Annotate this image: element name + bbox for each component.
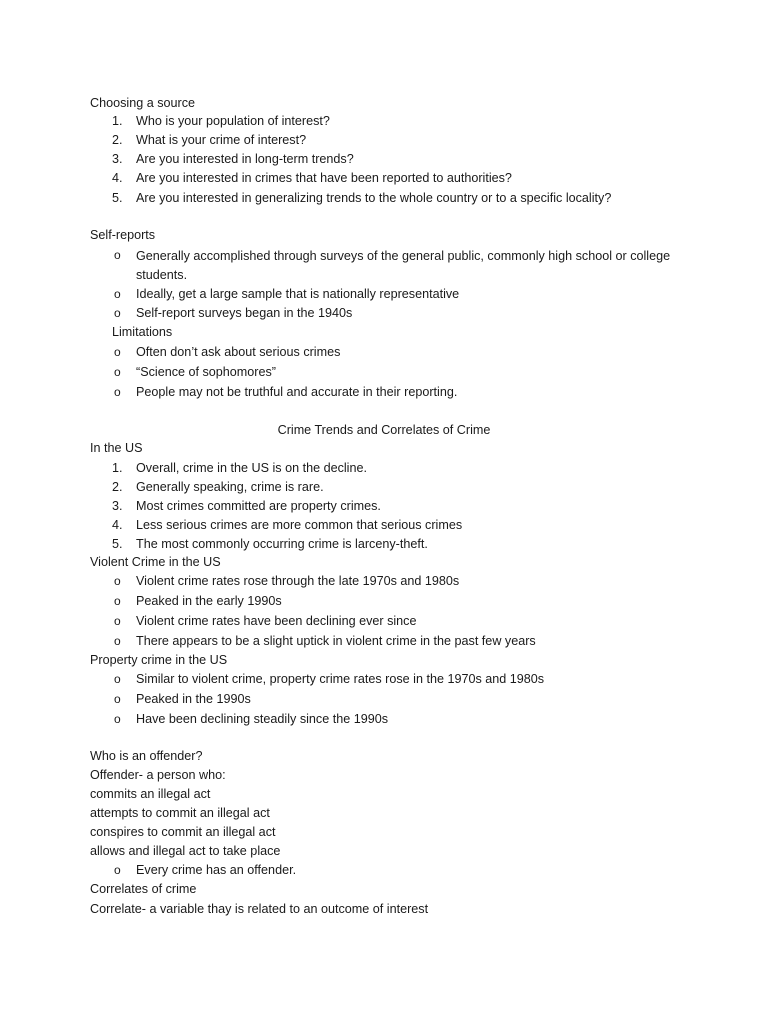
list-number: 3. <box>112 499 123 513</box>
bullet-marker: o <box>114 287 121 301</box>
list-item: Are you interested in crimes that have been reported to authorities? <box>136 171 512 185</box>
text-line: commits an illegal act <box>90 787 211 801</box>
list-number: 3. <box>112 152 123 166</box>
list-item: The most commonly occurring crime is larceny-theft. <box>136 537 428 551</box>
bullet-marker: o <box>114 574 121 588</box>
bullet-marker: o <box>114 365 121 379</box>
bullet-item: Violent crime rates rose through the late 1970s and 1980s <box>136 574 460 588</box>
definition-line: Correlate- a variable thay is related to an outcome of interest <box>90 902 429 916</box>
bullet-marker: o <box>114 692 121 706</box>
bullet-item: Have been declining steadily since the 1990s <box>136 712 389 726</box>
list-number: 2. <box>112 133 123 147</box>
bullet-item: Violent crime rates have been declining ever since <box>136 614 417 628</box>
bullet-item: Generally accomplished through surveys of the general public, commonly high school or college students. <box>136 249 671 282</box>
section-title-violent-crime: Violent Crime in the US <box>90 555 221 569</box>
bullet-item: Peaked in the early 1990s <box>136 594 282 608</box>
list-item: Who is your population of interest? <box>136 114 330 128</box>
bullet-item: Peaked in the 1990s <box>136 692 251 706</box>
bullet-marker: o <box>114 594 121 608</box>
centered-heading: Crime Trends and Correlates of Crime <box>277 423 491 437</box>
list-number: 4. <box>112 171 123 185</box>
list-item: Most crimes committed are property crimes. <box>136 499 381 513</box>
section-title-offender: Who is an offender? <box>90 749 203 763</box>
text-line: attempts to commit an illegal act <box>90 806 270 820</box>
list-number: 5. <box>112 191 123 205</box>
section-title-choosing-source: Choosing a source <box>90 96 196 110</box>
bullet-marker: o <box>114 634 121 648</box>
list-number: 1. <box>112 461 123 475</box>
bullet-marker: o <box>114 345 121 359</box>
bullet-marker: o <box>114 672 121 686</box>
bullet-item: There appears to be a slight uptick in violent crime in the past few years <box>136 634 536 648</box>
bullet-item: Ideally, get a large sample that is nationally representative <box>136 287 460 301</box>
section-title-self-reports: Self-reports <box>90 228 156 242</box>
subheading-limitations: Limitations <box>112 325 173 339</box>
text-line: conspires to commit an illegal act <box>90 825 276 839</box>
section-title-property-crime: Property crime in the US <box>90 653 228 667</box>
list-item: Are you interested in generalizing trends to the whole country or to a specific locality? <box>136 191 612 205</box>
list-item: Generally speaking, crime is rare. <box>136 480 324 494</box>
list-item: What is your crime of interest? <box>136 133 307 147</box>
bullet-item: Often don’t ask about serious crimes <box>136 345 341 359</box>
bullet-marker: o <box>114 248 121 262</box>
list-item: Are you interested in long-term trends? <box>136 152 354 166</box>
bullet-item: Similar to violent crime, property crime rates rose in the 1970s and 1980s <box>136 672 545 686</box>
bullet-marker: o <box>114 863 121 877</box>
bullet-marker: o <box>114 306 121 320</box>
list-number: 2. <box>112 480 123 494</box>
list-number: 1. <box>112 114 123 128</box>
section-title-correlates: Correlates of crime <box>90 882 197 896</box>
bullet-item: Self-report surveys began in the 1940s <box>136 306 353 320</box>
section-title-in-the-us: In the US <box>90 441 143 455</box>
bullet-marker: o <box>114 385 121 399</box>
bullet-item: “Science of sophomores” <box>136 365 276 379</box>
bullet-item: People may not be truthful and accurate in their reporting. <box>136 385 458 399</box>
list-item: Less serious crimes are more common that serious crimes <box>136 518 463 532</box>
bullet-item: Every crime has an offender. <box>136 863 297 877</box>
text-line: allows and illegal act to take place <box>90 844 281 858</box>
list-number: 5. <box>112 537 123 551</box>
bullet-marker: o <box>114 614 121 628</box>
definition-line: Offender- a person who: <box>90 768 226 782</box>
list-item: Overall, crime in the US is on the decline. <box>136 461 367 475</box>
list-number: 4. <box>112 518 123 532</box>
bullet-marker: o <box>114 712 121 726</box>
